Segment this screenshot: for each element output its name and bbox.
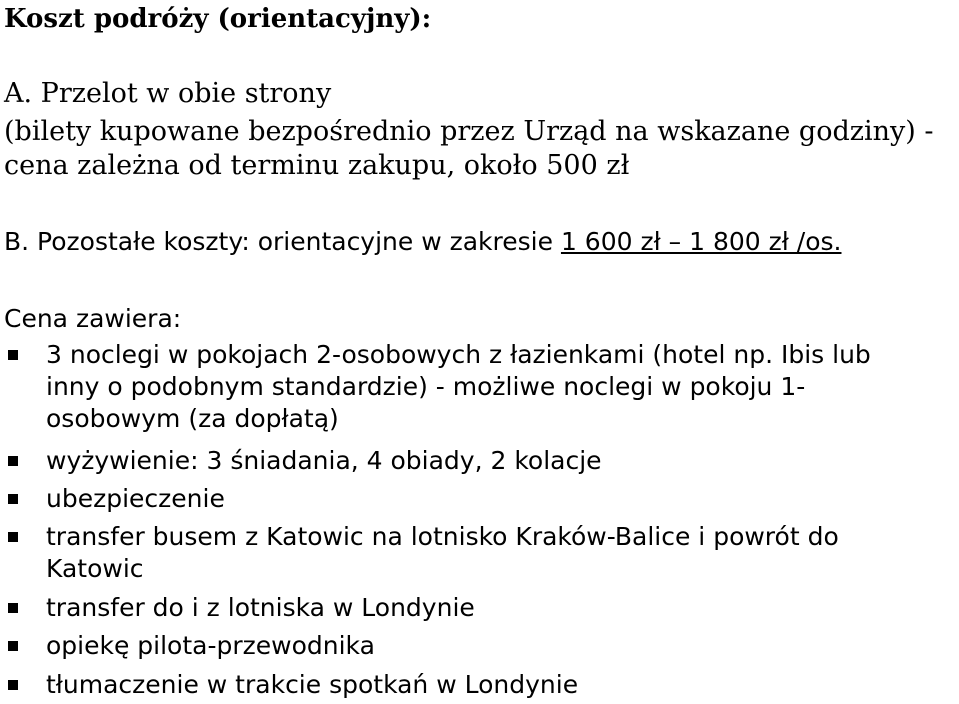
- list-item: [46, 521, 951, 585]
- list-item: [46, 483, 951, 515]
- list-item-line: transfer busem z Katowic na lotnisko Kraków-Balice i powrót do: [46, 522, 839, 551]
- list-item: [46, 669, 951, 701]
- list-item-line: osobowym (za dopłatą): [46, 404, 339, 433]
- section-b-line: [4, 229, 841, 254]
- section-b-prefix: B. Pozostałe koszty: orientacyjne w zakresie: [4, 227, 561, 256]
- bullet-square-icon: [8, 532, 18, 542]
- list-item-line: opiekę pilota-przewodnika: [46, 631, 375, 660]
- list-item-line: transfer do i z lotniska w Londynie: [46, 593, 475, 622]
- bullet-square-icon: [8, 641, 18, 651]
- list-item-line: tłumaczenie w trakcie spotkań w Londynie: [46, 670, 579, 699]
- list-item-line: inny o podobnym standardzie) - możliwe noclegi w pokoju 1-: [46, 372, 806, 401]
- section-b-price-range: 1 600 zł – 1 800 zł /os.: [560, 227, 842, 256]
- list-item-line: Katowic: [46, 554, 144, 583]
- bullet-square-icon: [8, 350, 18, 360]
- bullet-square-icon: [8, 456, 18, 466]
- includes-heading: Cena zawiera:: [4, 304, 182, 333]
- list-item: [46, 592, 951, 624]
- list-item-line: ubezpieczenie: [46, 484, 225, 513]
- list-item: [46, 630, 951, 662]
- section-a-heading: A. Przelot w obie strony: [4, 78, 332, 109]
- bullet-square-icon: [8, 494, 18, 504]
- list-item: [46, 339, 951, 435]
- bullet-square-icon: [8, 680, 18, 690]
- page-title: Koszt podróży (orientacyjny):: [4, 4, 432, 34]
- list-item-line: wyżywienie: 3 śniadania, 4 obiady, 2 kolacje: [46, 446, 602, 475]
- section-a-line-1: (bilety kupowane bezpośrednio przez Urząd na wskazane godziny) -: [4, 116, 934, 147]
- bullet-square-icon: [8, 603, 18, 613]
- list-item: [46, 445, 951, 477]
- section-a-line-2: cena zależna od terminu zakupu, około 500 zł: [4, 150, 630, 181]
- list-item-line: 3 noclegi w pokojach 2-osobowych z łazienkami (hotel np. Ibis lub: [46, 340, 871, 369]
